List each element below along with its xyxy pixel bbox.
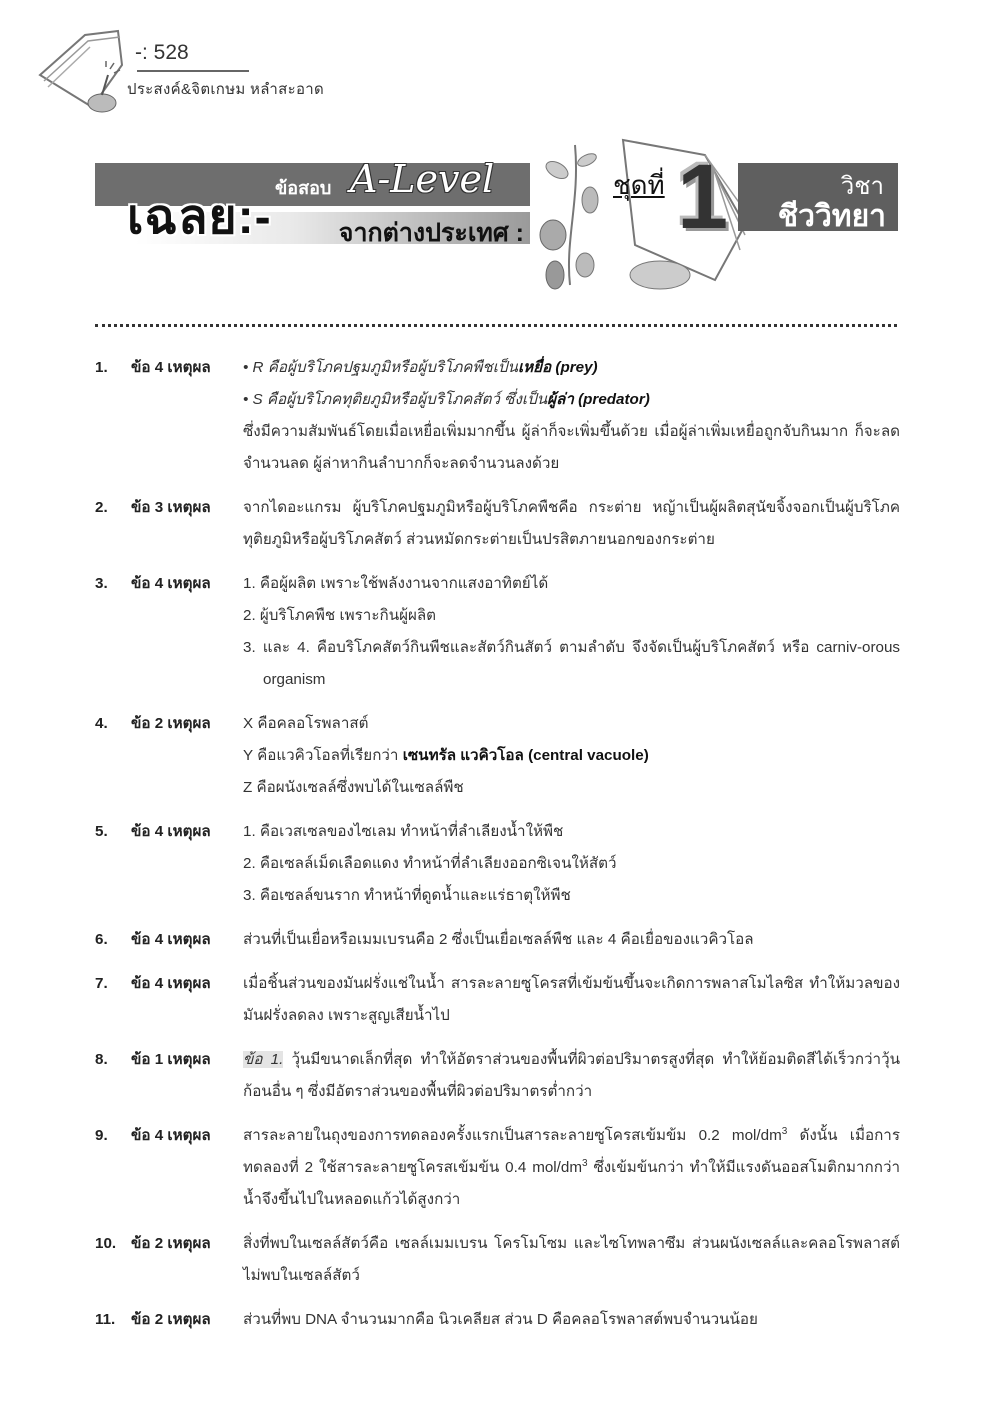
answer-number: 6. bbox=[95, 931, 108, 948]
subject-box bbox=[738, 163, 898, 231]
answer-item bbox=[95, 492, 900, 556]
answer-number: 3. bbox=[95, 575, 108, 592]
subject-name: ชีววิทยา bbox=[777, 200, 886, 233]
exam-prefix: ข้อสอบ bbox=[275, 178, 332, 198]
subject-label: วิชา bbox=[840, 173, 884, 200]
answer-explanation: ข้อ 1. วุ้นมีขนาดเล็กที่สุด ทำให้อัตราส่วนของพื้นที่ผิวต่อปริมาตรสูงที่สุด ทำให้ย้อมติดสีได้เร็วกว่าวุ้นก้อนอื่น ๆ ซึ่งมีอัตราส่วนของพื้นที่ผิวต่อปริมาตรต่ำกว่า bbox=[243, 1051, 900, 1100]
explanation-line: • S คือผู้บริโภคทุติยภูมิหรือผู้บริโภคสัตว์ ซึ่งเป็นผู้ล่า (predator) bbox=[243, 391, 650, 408]
header-rule bbox=[137, 70, 249, 72]
explanation-line: 3. คือเซลล์ขนราก ทำหน้าที่ดูดน้ำและแร่ธาตุให้พืช bbox=[243, 887, 571, 904]
page-number: -: 528 bbox=[135, 41, 189, 64]
answer-item bbox=[95, 968, 900, 1032]
answer-item bbox=[95, 1044, 900, 1108]
answer-item bbox=[95, 924, 900, 956]
answer-item bbox=[95, 352, 900, 480]
answer-item bbox=[95, 708, 900, 804]
explanation-line: 3. และ 4. คือบริโภคสัตว์กินพืชและสัตว์กินสัตว์ ตามลำดับ จึงจัดเป็นผู้บริโภคสัตว์ หรือ carniv-orous organism bbox=[243, 639, 900, 688]
answer-key: ข้อ 2 เหตุผล bbox=[131, 715, 211, 732]
title-banner bbox=[95, 157, 530, 247]
answer-number: 11. bbox=[95, 1311, 116, 1328]
dotted-divider bbox=[95, 324, 897, 327]
page-title: เฉลย:- bbox=[127, 191, 272, 244]
set-number: 1 bbox=[677, 146, 729, 248]
answer-key: ข้อ 4 เหตุผล bbox=[131, 359, 211, 376]
answer-key: ข้อ 2 เหตุผล bbox=[131, 1311, 211, 1328]
authors: ประสงค์&จิตเกษม หลำสะอาด bbox=[127, 81, 325, 98]
running-header bbox=[30, 25, 360, 115]
explanation-line: • R คือผู้บริโภคปฐมภูมิหรือผู้บริโภคพืชเป็นเหยื่อ (prey) bbox=[243, 359, 598, 376]
explanation-line: Y คือแวคิวโอลที่เรียกว่า เซนทรัล แวคิวโอล (central vacuole) bbox=[243, 747, 649, 764]
answer-list bbox=[95, 352, 900, 1348]
set-badge bbox=[605, 135, 745, 300]
answer-number: 1. bbox=[95, 359, 108, 376]
answer-explanation bbox=[243, 708, 900, 804]
explanation-line: 2. ผู้บริโภคพืช เพราะกินผู้ผลิต bbox=[243, 607, 437, 624]
answer-item bbox=[95, 568, 900, 696]
answer-number: 5. bbox=[95, 823, 108, 840]
answer-explanation: สิ่งที่พบในเซลล์สัตว์คือ เซลล์เมมเบรน โครโมโซม และไซโทพลาซึม ส่วนผนังเซลล์และคลอโรพลาสต์ไม่พบในเซลล์สัตว์ bbox=[243, 1235, 900, 1284]
explanation-line: ซึ่งมีความสัมพันธ์โดยเมื่อเหยื่อเพิ่มมากขึ้น ผู้ล่าก็จะเพิ่มขึ้นด้วย เมื่อผู้ล่าเพิ่มเหยื่อถูกจับกินมาก ก็จะลดจำนวนลด ผู้ล่าหากินลำบากก็จะลดจำนวนลงด้วย bbox=[243, 423, 900, 472]
set-label: ชุดที่ bbox=[613, 170, 665, 200]
answer-key: ข้อ 4 เหตุผล bbox=[131, 823, 211, 840]
explanation-line: Z คือผนังเซลล์ซึ่งพบได้ในเซลล์พืช bbox=[243, 779, 464, 796]
answer-number: 9. bbox=[95, 1127, 108, 1144]
exam-origin: จากต่างประเทศ : bbox=[338, 219, 524, 247]
answer-key: ข้อ 3 เหตุผล bbox=[131, 499, 211, 516]
answer-number: 2. bbox=[95, 499, 108, 516]
answer-key: ข้อ 4 เหตุผล bbox=[131, 931, 211, 948]
answer-key: ข้อ 4 เหตุผล bbox=[131, 975, 211, 992]
answer-number: 8. bbox=[95, 1051, 108, 1068]
answer-explanation: เมื่อชิ้นส่วนของมันฝรั่งแช่ในน้ำ สารละลายซูโครสที่เข้มข้นขึ้นจะเกิดการพลาสโมไลซิส ทำให้มวลของมันฝรั่งลดลง เพราะสูญเสียน้ำไป bbox=[243, 975, 900, 1024]
answer-item bbox=[95, 816, 900, 912]
answer-explanation: จากไดอะแกรม ผู้บริโภคปฐมภูมิหรือผู้บริโภคพืชคือ กระต่าย หญ้าเป็นผู้ผลิตสุนัขจิ้งจอกเป็นผู้บริโภคทุติยภูมิหรือผู้บริโภคสัตว์ ส่วนหมัดกระต่ายเป็นปรสิตภายนอกของกระต่าย bbox=[243, 499, 900, 548]
answer-key: ข้อ 4 เหตุผล bbox=[131, 575, 211, 592]
answer-explanation: สารละลายในถุงของการทดลองครั้งแรกเป็นสารละลายซูโครสเข้มข้ม 0.2 mol/$dm^3$ ดังนั้น เมื่อการทดลองที่ 2 ใช้สารละลายซูโครสเข้มข้น 0.4 mol/$dm^3$ ซึ่งเข้มข้นกว่า ทำให้มีแรงดันออสโมติกมากกว่า น้ำจึงขึ้นไปในหลอดแก้วได้สูงกว่า bbox=[243, 1125, 900, 1208]
answer-number: 10. bbox=[95, 1235, 117, 1252]
exam-name: A-Level bbox=[350, 157, 495, 201]
explanation-line: 1. คือผู้ผลิต เพราะใช้พลังงานจากแสงอาทิตย์ได้ bbox=[243, 575, 549, 592]
answer-explanation: ส่วนที่พบ DNA จำนวนมากคือ นิวเคลียส ส่วน D คือคลอโรพลาสต์พบจำนวนน้อย bbox=[243, 1311, 758, 1328]
answer-key: ข้อ 4 เหตุผล bbox=[131, 1127, 211, 1144]
explanation-line: X คือคลอโรพลาสต์ bbox=[243, 715, 369, 732]
answer-number: 4. bbox=[95, 715, 108, 732]
answer-key: ข้อ 1 เหตุผล bbox=[131, 1051, 211, 1068]
answer-number: 7. bbox=[95, 975, 108, 992]
highlighted-choice: ข้อ 1. bbox=[243, 1051, 284, 1068]
answer-explanation bbox=[243, 568, 900, 696]
answer-item bbox=[95, 1304, 900, 1336]
answer-explanation bbox=[243, 352, 900, 480]
answer-key: ข้อ 2 เหตุผล bbox=[131, 1235, 211, 1252]
papers-mascot-icon bbox=[30, 25, 130, 115]
answer-item bbox=[95, 1228, 900, 1292]
answer-explanation bbox=[243, 816, 900, 912]
answer-explanation: ส่วนที่เป็นเยื่อหรือเมมเบรนคือ 2 ซึ่งเป็นเยื่อเซลล์พืช และ 4 คือเยื่อของแวคิวโอล bbox=[243, 931, 754, 948]
answer-item bbox=[95, 1120, 900, 1216]
explanation-line: 1. คือเวสเซลของไซเลม ทำหน้าที่ลำเลียงน้ำให้พืช bbox=[243, 823, 564, 840]
explanation-line: 2. คือเซลล์เม็ดเลือดแดง ทำหน้าที่ลำเลียงออกซิเจนให้สัตว์ bbox=[243, 855, 617, 872]
plant-illustration-icon bbox=[535, 140, 605, 290]
